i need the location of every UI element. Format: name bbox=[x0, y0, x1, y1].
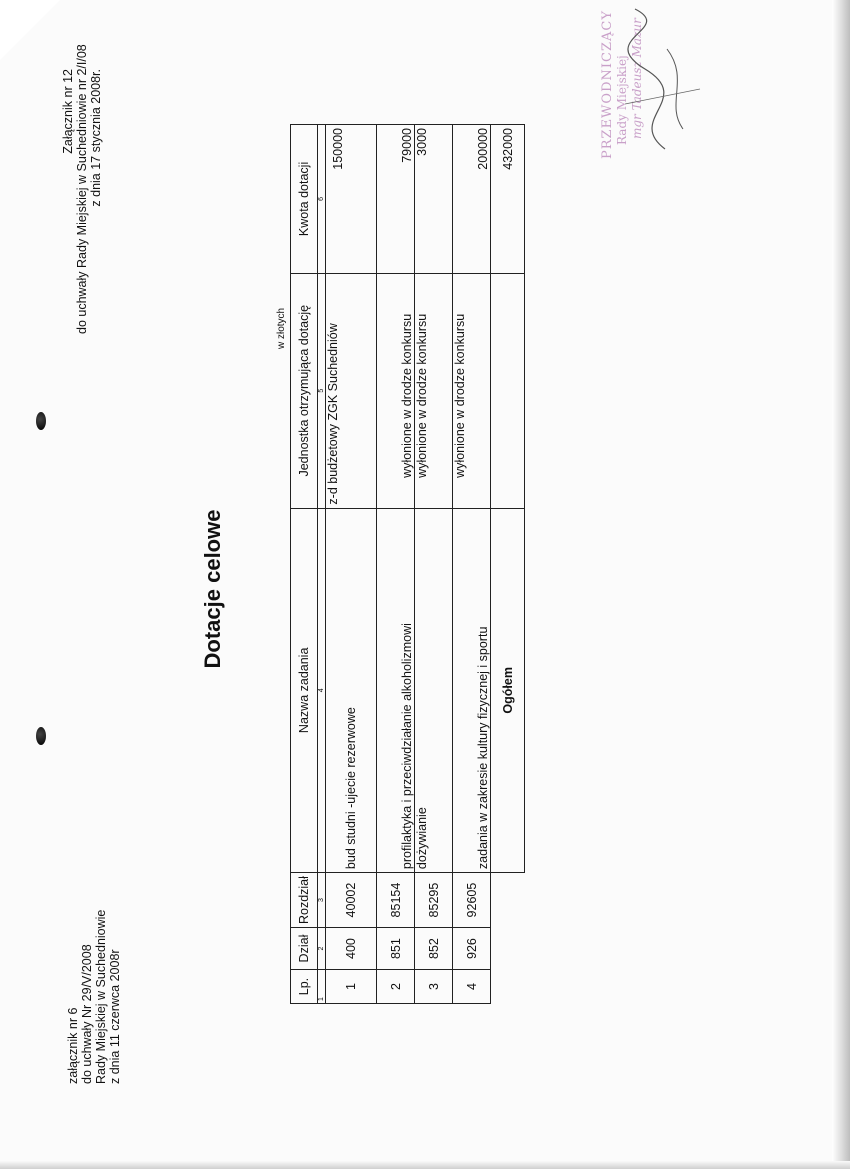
cell-dzial: 926 bbox=[453, 928, 491, 970]
column-number: 1 bbox=[318, 970, 326, 1004]
stamp-line: PRZEWODNICZĄCY bbox=[600, 10, 615, 159]
cell-dzial: 852 bbox=[415, 928, 453, 970]
cell-nazwa-zadania: bud studni -ujecie rezerwowe bbox=[326, 508, 377, 872]
cell-jednostka: wyłonione w drodze konkursu bbox=[415, 273, 453, 508]
cell-lp: 4 bbox=[453, 970, 491, 1004]
cell-lp: 3 bbox=[415, 970, 453, 1004]
cell-lp: 1 bbox=[326, 970, 377, 1004]
header-left-line: Rady Miejskiej w Suchedniowie bbox=[94, 909, 108, 1084]
stamp-line: mgr Tadeusz Mazur bbox=[630, 18, 644, 139]
header-right-line: do uchwały Rady Miejskiej w Suchedniowie nr 2/I/08 bbox=[75, 44, 89, 334]
total-row bbox=[491, 125, 525, 1004]
subsidies-table bbox=[290, 124, 525, 1004]
column-header: Jednostka otrzymująca dotację bbox=[291, 273, 318, 508]
total-label: Ogółem bbox=[491, 508, 525, 872]
table-row bbox=[415, 125, 453, 1004]
total-value: 432000 bbox=[491, 125, 525, 274]
handwritten-signature bbox=[605, 0, 715, 159]
total-spacer bbox=[491, 873, 525, 1004]
header-left-block bbox=[66, 910, 122, 1084]
column-header: Rozdział bbox=[291, 873, 318, 928]
header-left-line: do uchwały Nr 29/V/2008 bbox=[80, 944, 94, 1084]
header-right-line: Załącznik nr 12 bbox=[61, 69, 75, 154]
cell-dzial: 400 bbox=[326, 928, 377, 970]
cell-lp: 2 bbox=[377, 970, 415, 1004]
table-header-row bbox=[291, 125, 318, 1004]
column-header: Kwota dotacji bbox=[291, 125, 318, 274]
table-row bbox=[326, 125, 377, 1004]
cell-kwota: 200000 bbox=[453, 125, 491, 274]
table-row bbox=[377, 125, 415, 1004]
table-row bbox=[453, 125, 491, 1004]
column-number: 6 bbox=[318, 125, 326, 274]
cell-kwota: 150000 bbox=[326, 125, 377, 274]
cell-jednostka: z-d budżetowy ZGK Suchedniów bbox=[326, 273, 377, 508]
header-left-line: załącznik nr 6 bbox=[66, 1007, 80, 1084]
cell-rozdzial: 85295 bbox=[415, 873, 453, 928]
unit-note: w złotych bbox=[276, 307, 287, 349]
cell-jednostka: wyłonione w drodze konkursu bbox=[377, 273, 415, 508]
column-number: 5 bbox=[318, 273, 326, 508]
cell-rozdzial: 92605 bbox=[453, 873, 491, 928]
header-left-line: z dnia 11 czerwca 2008r bbox=[108, 949, 122, 1084]
cell-kwota: 3000 bbox=[415, 125, 453, 274]
total-empty-cell bbox=[491, 273, 525, 508]
cell-dzial: 851 bbox=[377, 928, 415, 970]
cell-rozdzial: 85154 bbox=[377, 873, 415, 928]
document-title: Dotacje celowe bbox=[200, 509, 225, 669]
cell-nazwa-zadania: zadania w zakresie kultury fizycznej i sportu bbox=[453, 508, 491, 872]
header-right-line: z dnia 17 stycznia 2008r. bbox=[89, 69, 103, 207]
column-number: 2 bbox=[318, 928, 326, 970]
column-number-row bbox=[318, 125, 326, 1004]
cell-nazwa-zadania: profilaktyka i przeciwdziałanie alkoholizmowi bbox=[377, 508, 415, 872]
cell-rozdzial: 40002 bbox=[326, 873, 377, 928]
column-header: Nazwa zadania bbox=[291, 508, 318, 872]
column-number: 3 bbox=[318, 873, 326, 928]
cell-jednostka: wyłonione w drodze konkursu bbox=[453, 273, 491, 508]
column-header: Dział bbox=[291, 928, 318, 970]
stamp-line: Rady Miejskiej bbox=[615, 55, 629, 145]
cell-nazwa-zadania: dożywianie bbox=[415, 508, 453, 872]
column-header: Lp. bbox=[291, 970, 318, 1004]
cell-kwota: 79000 bbox=[377, 125, 415, 274]
header-right-block bbox=[61, 44, 103, 334]
column-number: 4 bbox=[318, 508, 326, 872]
